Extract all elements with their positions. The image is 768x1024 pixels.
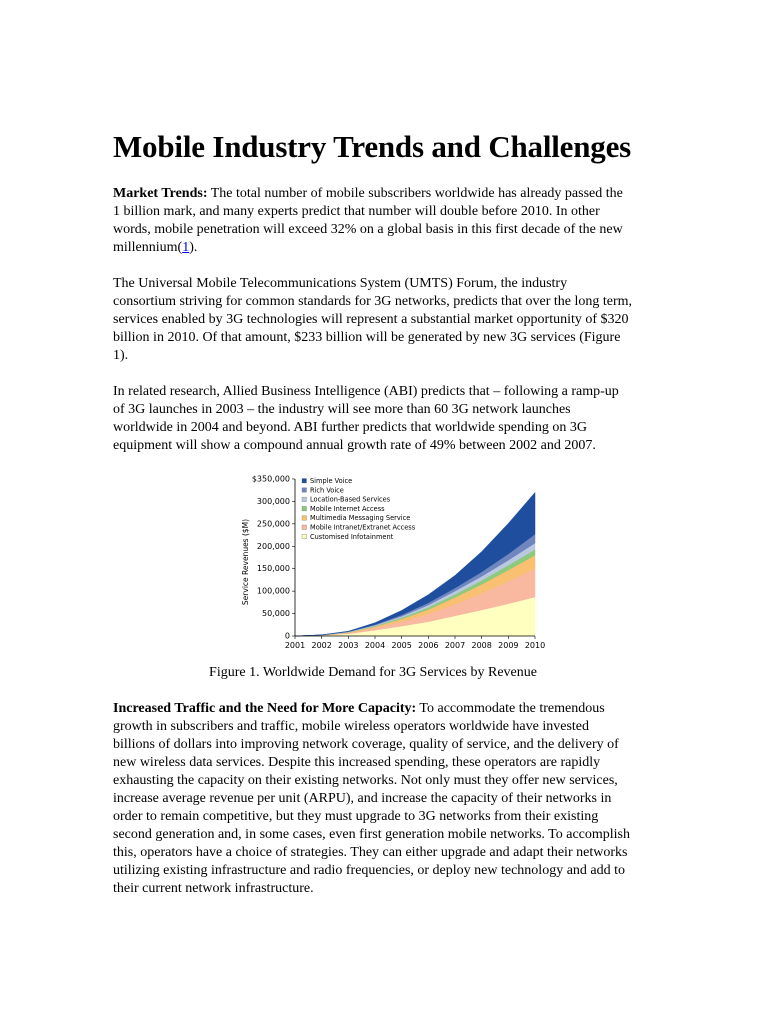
paragraph-umts: The Universal Mobile Telecommunications System (UMTS) Forum, the industry consortium striving for common standards for 3G networks, predicts that over the long term, services enabled by 3G technologies will represent a substantial market opportunity of $320 billion in 2010. Of that amount, $233 billion will be generated by new 3G services (Figure 1).	[113, 276, 633, 363]
market-trends-tail: ).	[189, 240, 198, 255]
legend-label: Mobile Intranet/Extranet Access	[310, 523, 416, 532]
legend-label: Simple Voice	[310, 477, 353, 485]
figure-caption: Figure 1. Worldwide Demand for 3G Services by Revenue	[209, 665, 537, 680]
y-tick-label: 300,000	[256, 496, 290, 506]
y-tick-label: 0	[284, 631, 290, 641]
y-tick-label: 50,000	[262, 609, 290, 619]
y-tick-label: 250,000	[256, 519, 290, 529]
legend-label: Location-Based Services	[310, 495, 391, 504]
document-page	[113, 128, 633, 916]
paragraph-increased-traffic	[113, 700, 633, 898]
legend-swatch	[302, 516, 307, 521]
paragraph-abi: In related research, Allied Business Intelligence (ABI) predicts that – following a ramp-up of 3G launches in 2003 – the industry will see more than 60 3G network launches worldwide in 2004 and beyond. ABI further predicts that worldwide spending on 3G equipment will show a compound annual growth rate of 49% between 2002 and 2007.	[113, 384, 619, 453]
x-tick-label: 2002	[311, 641, 332, 650]
figure-1	[113, 469, 633, 654]
legend-swatch	[302, 488, 307, 493]
y-tick-label: 100,000	[256, 586, 290, 596]
market-trends-text: The total number of mobile subscribers worldwide has already passed the 1 billion mark, and many experts predict that number will double before 2010. In other words, mobile penetration will exceed 32% on a global basis in this first decade of the new millennium(	[113, 186, 623, 255]
market-trends-lead: Market Trends:	[113, 186, 208, 201]
y-tick-label: 200,000	[256, 541, 290, 551]
revenue-area-chart	[241, 469, 546, 654]
x-tick-label: 2009	[498, 641, 519, 650]
legend-label: Multimedia Messaging Service	[310, 514, 411, 523]
increased-traffic-lead: Increased Traffic and the Need for More Capacity:	[113, 701, 417, 716]
x-tick-label: 2001	[284, 641, 306, 650]
x-tick-label: 2005	[391, 641, 412, 650]
y-axis-label: Service Revenues ($M)	[241, 518, 250, 606]
paragraph-market-trends	[113, 185, 633, 257]
x-tick-label: 2006	[418, 641, 439, 650]
legend-label: Rich Voice	[310, 486, 344, 495]
page-title: Mobile Industry Trends and Challenges	[113, 129, 631, 164]
y-tick-label: 150,000	[256, 564, 290, 574]
increased-traffic-text: To accommodate the tremendous growth in subscribers and traffic, mobile wireless operators worldwide have invested billions of dollars into improving network coverage, quality of service, and the delivery of new wireless data services. Despite this increased spending, these operators are rapidly exhausting the capacity on their existing networks. Not only must they offer new services, increase average revenue per unit (ARPU), and increase the capacity of their networks in order to remain competitive, but they must upgrade to 3G networks from their existing second generation and, in some cases, even first generation mobile networks. To accomplish this, operators have a choice of strategies. They can either upgrade and adapt their networks utilizing existing infrastructure and radio frequencies, or deploy new technology and add to their current network infrastructure.	[113, 701, 631, 896]
x-tick-label: 2008	[471, 641, 492, 650]
x-tick-label: 2004	[364, 641, 386, 650]
x-tick-label: 2003	[338, 641, 359, 650]
footnote-link-1[interactable]: 1	[182, 240, 190, 255]
legend-swatch	[302, 506, 307, 511]
legend-label: Customised Infotainment	[310, 532, 394, 541]
legend-swatch	[302, 525, 307, 530]
x-tick-label: 2007	[444, 641, 466, 650]
x-tick-label: 2010	[524, 641, 546, 650]
legend-swatch	[302, 497, 307, 502]
legend-swatch	[302, 534, 307, 539]
y-tick-label: $350,000	[251, 474, 290, 484]
legend-swatch	[302, 479, 307, 484]
legend-label: Mobile Internet Access	[310, 504, 385, 513]
